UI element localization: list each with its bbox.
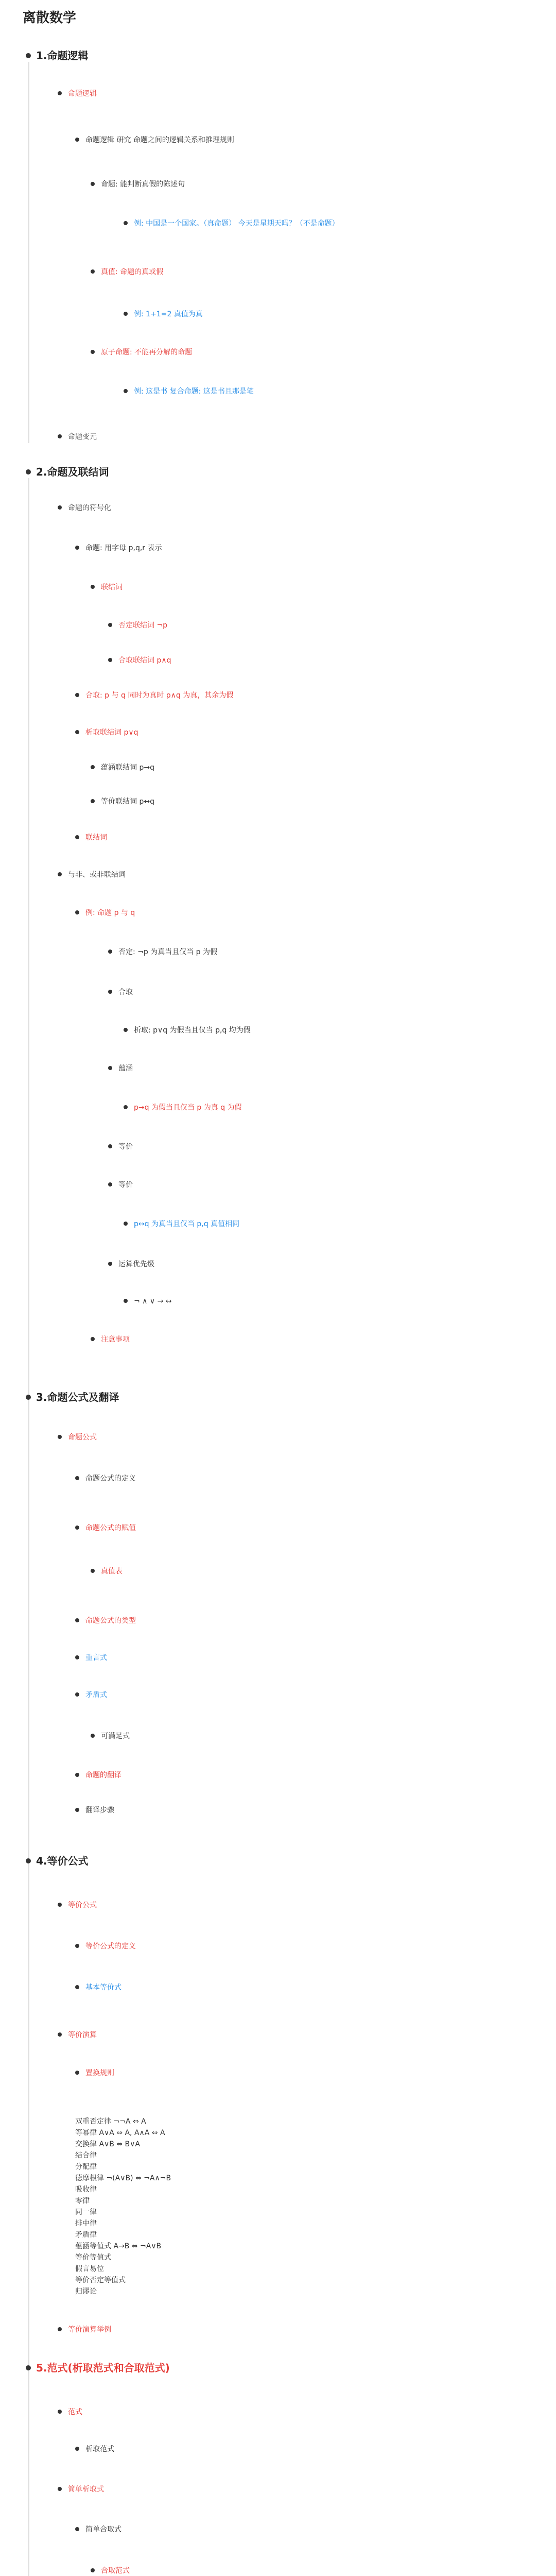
bullet-icon [124, 1222, 128, 1226]
node: 合取 [108, 987, 133, 997]
bullet-icon [75, 1808, 79, 1812]
node: 蕴涵联结词 p→q [91, 762, 154, 773]
node: 否定联结词 ¬p [108, 620, 167, 631]
bullet-icon [75, 1655, 79, 1659]
node: 等价否定等值式 [75, 2276, 126, 2284]
node: 命题逻辑 [58, 89, 97, 99]
bullet-icon [26, 2365, 31, 2370]
bullet-icon [91, 269, 95, 274]
bullet-icon [124, 221, 128, 225]
node: 否定: ¬p 为真当且仅当 p 为假 [108, 947, 217, 957]
bullet-icon [58, 2487, 62, 2491]
node: 德摩根律 ¬(A∨B) ⇔ ¬A∧¬B [75, 2174, 171, 2182]
node: 等价 [108, 1180, 133, 1190]
node: 析取: p∨q 为假当且仅当 p,q 均为假 [124, 1025, 251, 1036]
node: 联结词 [75, 833, 107, 843]
bullet-icon [75, 1476, 79, 1480]
bullet-icon [108, 658, 112, 662]
node: 结合律 [75, 2151, 97, 2160]
section-heading-5: 5.范式(析取范式和合取范式) [26, 2360, 170, 2375]
bullet-icon [108, 1144, 112, 1148]
node: 析取联结词 p∨q [75, 727, 138, 738]
node: 命题: 用字母 p,q,r 表示 [75, 543, 162, 553]
bullet-icon [75, 138, 79, 142]
bullet-icon [108, 1262, 112, 1266]
bullet-icon [124, 1028, 128, 1032]
bullet-icon [75, 2071, 79, 2075]
bullet-icon [91, 799, 95, 803]
node: 等价演算 [58, 2030, 97, 2040]
page-title: 离散数学 [23, 10, 77, 26]
node: 等幂律 A∨A ⇔ A, A∧A ⇔ A [75, 2129, 165, 2137]
node: 合取范式 [91, 2566, 130, 2576]
node: 命题逻辑 研究 命题之间的逻辑关系和推理规则 [75, 135, 234, 145]
bullet-icon [75, 835, 79, 839]
bullet-icon [75, 546, 79, 550]
bullet-icon [124, 389, 128, 393]
node: 真值表 [91, 1566, 123, 1577]
node: 分配律 [75, 2163, 97, 2171]
node: 等价公式 [58, 1900, 97, 1910]
bullet-icon [91, 182, 95, 186]
node: ¬ ∧ ∨ → ↔ [124, 1296, 172, 1307]
bullet-icon [58, 505, 62, 510]
node: 可满足式 [91, 1731, 130, 1741]
node: 蕴涵等值式 A→B ⇔ ¬A∨B [75, 2242, 162, 2250]
node: 简单合取式 [75, 2524, 121, 2535]
node: 例: 这是书 复合命题: 这是书且那是笔 [124, 386, 254, 397]
node: 等价演算举例 [58, 2325, 111, 2335]
node: 等价等值式 [75, 2253, 111, 2262]
bullet-icon [91, 1569, 95, 1573]
bullet-icon [124, 1299, 128, 1303]
bullet-icon [58, 2327, 62, 2331]
node: 零律 [75, 2197, 90, 2205]
node: 吸收律 [75, 2185, 97, 2194]
bullet-icon [124, 312, 128, 316]
node: 等价公式的定义 [75, 1941, 136, 1952]
bullet-icon [75, 693, 79, 697]
node: 等价联结词 p↔q [91, 796, 154, 807]
bullet-icon [26, 469, 31, 474]
bullet-icon [108, 1182, 112, 1187]
node: 真值: 命题的真或假 [91, 267, 163, 277]
bullet-icon [91, 1734, 95, 1738]
section-heading-2: 2.命题及联结词 [26, 464, 109, 479]
tree-line [28, 2374, 29, 2576]
bullet-icon [75, 1692, 79, 1697]
node: 命题的翻译 [75, 1770, 121, 1781]
node: 命题公式 [58, 1432, 97, 1443]
bullet-icon [75, 1526, 79, 1530]
bullet-icon [108, 990, 112, 994]
bullet-icon [75, 1773, 79, 1777]
node: 命题: 能判断真假的陈述句 [91, 179, 185, 190]
node: 析取范式 [75, 2444, 114, 2454]
bullet-icon [91, 350, 95, 354]
bullet-icon [91, 585, 95, 589]
bullet-icon [75, 1618, 79, 1622]
bullet-icon [58, 2032, 62, 2037]
node: 双重否定律 ¬¬A ⇔ A [75, 2117, 146, 2126]
bullet-icon [75, 2447, 79, 2451]
node: 交换律 A∨B ⇔ B∨A [75, 2140, 140, 2148]
bullet-icon [26, 1395, 31, 1400]
node: 重言式 [75, 1653, 107, 1663]
node: 命题公式的赋值 [75, 1523, 136, 1533]
bullet-icon [108, 1066, 112, 1070]
node: p↔q 为真当且仅当 p,q 真值相同 [124, 1219, 239, 1229]
node: 命题公式的定义 [75, 1473, 136, 1484]
node: 合取: p 与 q 同时为真时 p∧q 为真，其余为假 [75, 690, 233, 701]
bullet-icon [58, 434, 62, 438]
bullet-icon [26, 53, 31, 58]
bullet-icon [75, 1985, 79, 1989]
node: 翻译步骤 [75, 1805, 114, 1816]
bullet-icon [58, 872, 62, 876]
bullet-icon [91, 1337, 95, 1341]
bullet-icon [75, 1944, 79, 1948]
node: 例: 命题 p 与 q [75, 908, 135, 918]
bullet-icon [91, 765, 95, 769]
node: 范式 [58, 2407, 82, 2417]
section-heading-3: 3.命题公式及翻译 [26, 1389, 119, 1404]
node: 运算优先级 [108, 1259, 154, 1269]
node: 基本等价式 [75, 1982, 121, 1993]
bullet-icon [58, 1435, 62, 1439]
node: 矛盾律 [75, 2231, 97, 2239]
bullet-icon [58, 91, 62, 95]
bullet-icon [108, 950, 112, 954]
node: p→q 为假当且仅当 p 为真 q 为假 [124, 1103, 242, 1113]
bullet-icon [58, 2410, 62, 2414]
bullet-icon [124, 1105, 128, 1109]
node: 命题的符号化 [58, 503, 111, 513]
node: 等价 [108, 1142, 133, 1152]
bullet-icon [75, 2527, 79, 2531]
node: 原子命题: 不能再分解的命题 [91, 347, 192, 358]
bullet-icon [108, 623, 112, 627]
tree-line [28, 62, 29, 443]
section-heading-1: 1.命题逻辑 [26, 47, 89, 62]
node: 例: 中国是一个国家。（真命题） 今天是星期天吗？（不是命题） [124, 218, 339, 229]
node: 联结词 [91, 582, 123, 592]
bullet-icon [91, 2568, 95, 2572]
node: 例: 1+1=2 真值为真 [124, 309, 203, 319]
node: 合取联结词 p∧q [108, 655, 171, 666]
tree-line [28, 478, 29, 1452]
bullet-icon [75, 910, 79, 914]
bullet-icon [58, 1903, 62, 1907]
node: 与非、或非联结词 [58, 870, 126, 880]
node: 假言易位 [75, 2265, 104, 2273]
node: 矛盾式 [75, 1690, 107, 1700]
node: 同一律 [75, 2208, 97, 2216]
node: 置换规则 [75, 2068, 114, 2078]
node: 命题变元 [58, 432, 97, 442]
node: 简单析取式 [58, 2484, 104, 2495]
bullet-icon [26, 1858, 31, 1863]
section-heading-4: 4.等价公式 [26, 1853, 89, 1868]
node: 命题公式的类型 [75, 1616, 136, 1626]
node: 注意事项 [91, 1334, 130, 1345]
node: 排中律 [75, 2219, 97, 2228]
node: 蕴涵 [108, 1063, 133, 1074]
node: 归谬论 [75, 2287, 97, 2296]
bullet-icon [75, 730, 79, 734]
